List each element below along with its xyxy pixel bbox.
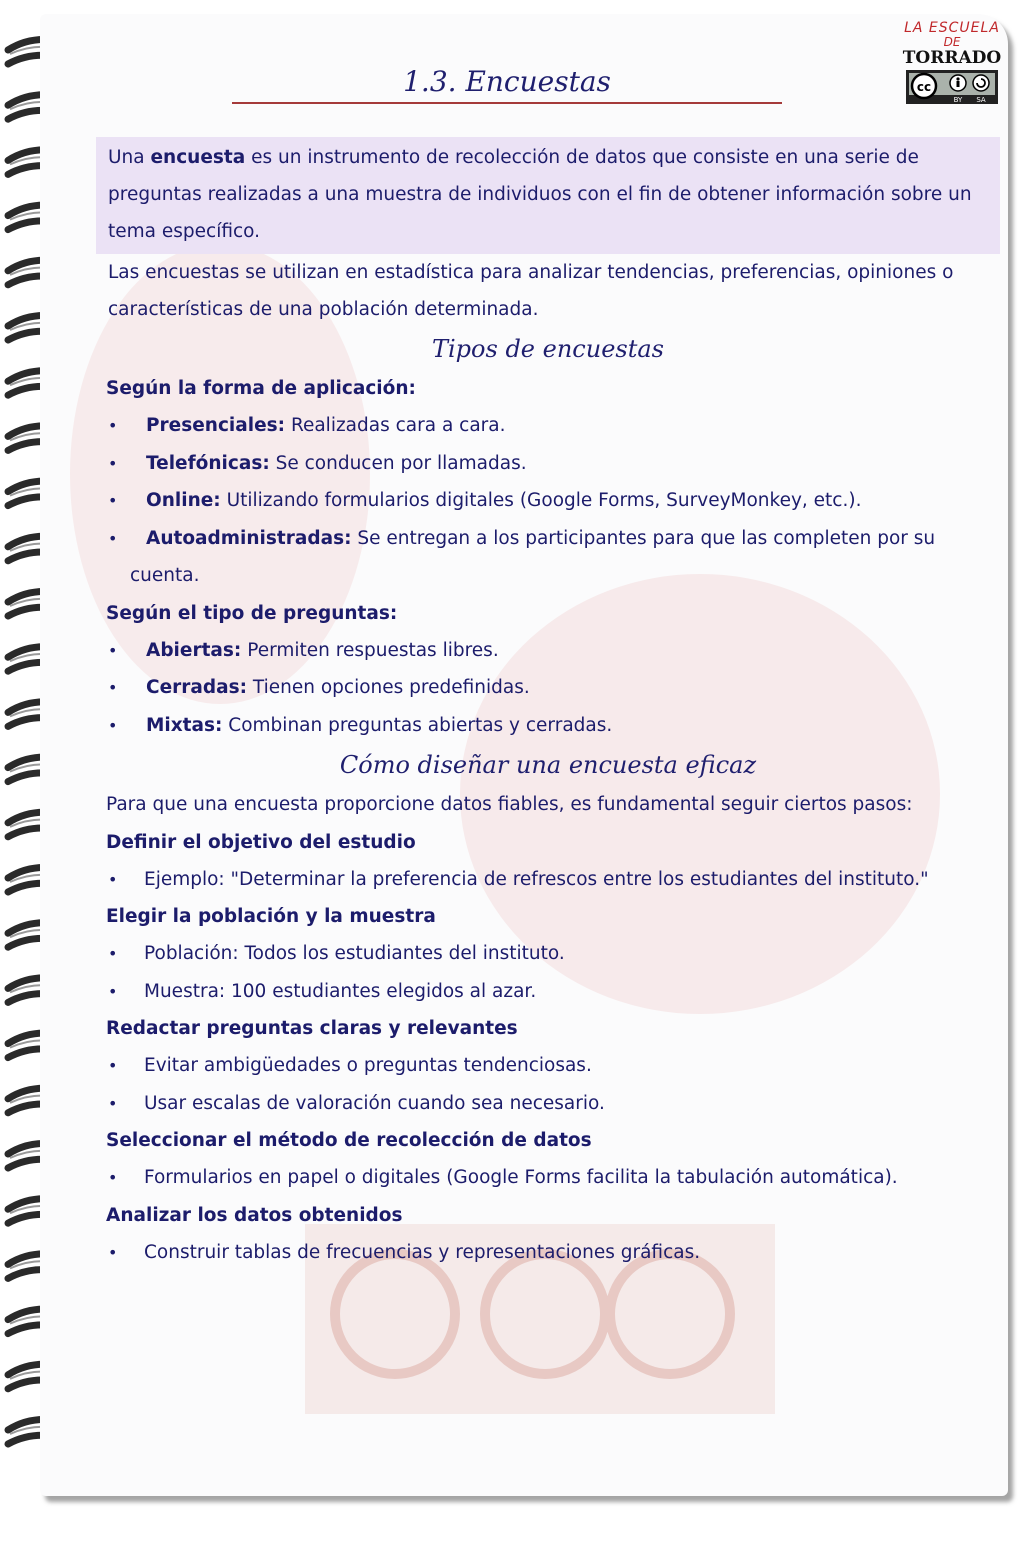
- bullet: •: [108, 944, 118, 963]
- design-intro: Para que una encuesta proporcione datos fiables, es fundamental seguir ciertos pasos:: [106, 794, 913, 815]
- license-by: BY: [953, 96, 963, 104]
- logo-line-2: DE: [943, 35, 961, 49]
- design-heading: Cómo diseñar una encuesta eficaz: [339, 751, 757, 779]
- list-item: • Usar escalas de valoración cuando sea necesario.: [96, 1085, 1000, 1123]
- definition-box: [96, 137, 1000, 254]
- main-content: [96, 137, 1000, 1271]
- step-title: Elegir la población y la muestra: [106, 906, 436, 927]
- questions-heading: Según el tipo de preguntas:: [106, 602, 398, 624]
- list-item: • Muestra: 100 estudiantes elegidos al azar.: [96, 973, 1000, 1011]
- license-sa: SA: [976, 96, 986, 104]
- list-item: • Ejemplo: "Determinar la preferencia de refrescos entre los estudiantes del instituto.": [96, 861, 1000, 899]
- bullet: •: [108, 1093, 118, 1113]
- list-item: • Población: Todos los estudiantes del instituto.: [96, 935, 1000, 973]
- bullet: •: [108, 981, 118, 1001]
- list-item: • Telefónicas: Se conducen por llamadas.: [96, 445, 1000, 483]
- bullet: •: [108, 416, 118, 435]
- bullet: •: [108, 491, 118, 510]
- bullet: •: [108, 528, 118, 548]
- site-logo: [900, 20, 1004, 120]
- types-heading: Tipos de encuestas: [432, 335, 664, 363]
- definition-term: encuesta: [150, 147, 246, 168]
- bullet: •: [108, 640, 118, 660]
- svg-text:cc: cc: [916, 80, 932, 94]
- step-title: Redactar preguntas claras y relevantes: [106, 1018, 518, 1039]
- bullet: •: [108, 453, 118, 473]
- bullet: •: [108, 1056, 118, 1075]
- step-title: Seleccionar el método de recolección de datos: [106, 1130, 592, 1151]
- step-title: Definir el objetivo del estudio: [106, 831, 416, 853]
- list-item: • Cerradas: Tienen opciones predefinidas.: [96, 669, 1000, 707]
- bullet: •: [108, 869, 118, 889]
- list-item: • Construir tablas de frecuencias y representaciones gráficas.: [96, 1234, 1000, 1272]
- list-item: • Formularios en papel o digitales (Google Forms facilita la tabulación automática).: [96, 1159, 1000, 1197]
- cc-by-sa-license-icon: [906, 70, 998, 104]
- list-item: • Evitar ambigüedades o preguntas tendenciosas.: [96, 1047, 1000, 1085]
- definition-text-end: es un instrumento de recolección de datos que consiste en una serie de preguntas realizadas a una muestra de individuos con el fin de obtener información sobre un tema específico.: [108, 147, 972, 242]
- bullet: •: [108, 1242, 118, 1262]
- list-item: • Autoadministradas: Se entregan a los participantes para que las completen por su cuenta.: [96, 520, 1000, 595]
- list-item: • Presenciales: Realizadas cara a cara.: [96, 407, 1000, 445]
- step-title: Analizar los datos obtenidos: [106, 1204, 403, 1226]
- usage-paragraph: Las encuestas se utilizan en estadística para analizar tendencias, preferencias, opiniones o características de una población determinada.: [108, 262, 954, 320]
- list-item: • Mixtas: Combinan preguntas abiertas y cerradas.: [96, 707, 1000, 745]
- definition-text-start: Una: [108, 147, 151, 168]
- bullet: •: [108, 678, 118, 697]
- application-heading: Según la forma de aplicación:: [106, 378, 416, 399]
- logo-line-1: LA ESCUELA: [904, 20, 1000, 36]
- bullet: •: [108, 715, 118, 735]
- bullet: •: [108, 1168, 118, 1187]
- list-item: • Online: Utilizando formularios digitales (Google Forms, SurveyMonkey, etc.).: [96, 482, 1000, 520]
- logo-line-3: TORRADO: [902, 48, 1002, 68]
- page-title: 1.3. Encuestas: [232, 62, 782, 104]
- list-item: • Abiertas: Permiten respuestas libres.: [96, 632, 1000, 670]
